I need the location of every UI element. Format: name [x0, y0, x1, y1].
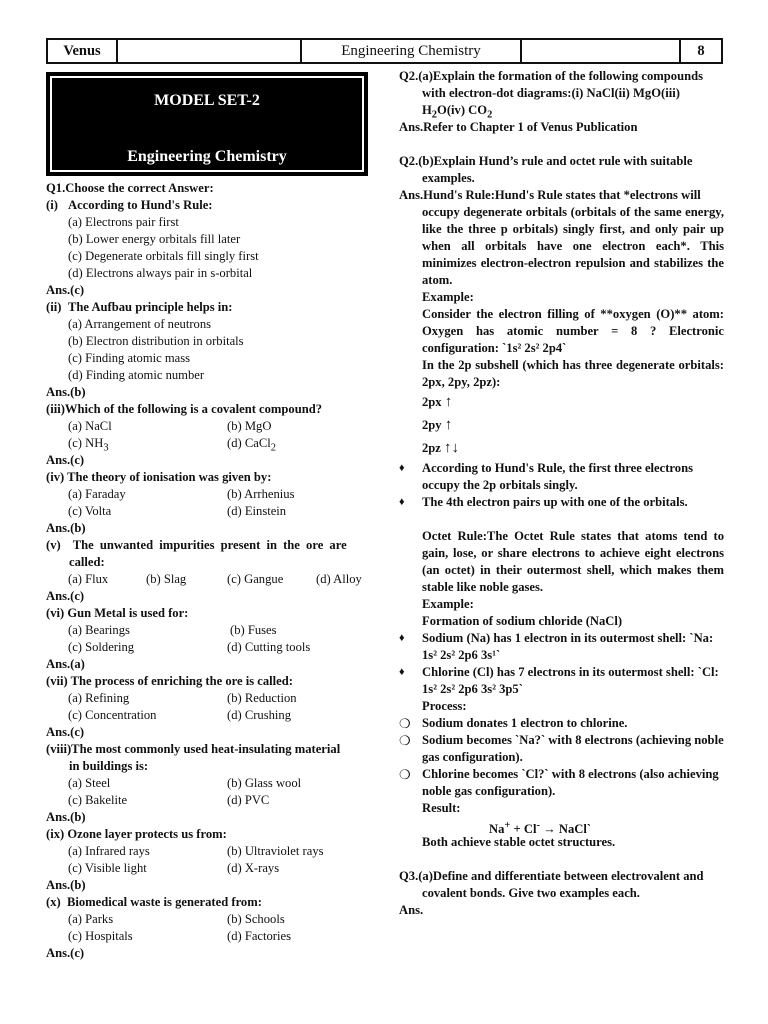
q1-x-answer: Ans.(c): [46, 946, 85, 960]
diamond-bullet-icon: ♦: [399, 462, 405, 474]
q1-iv-options-ab: (a) Faraday (b) Arrhenius: [68, 487, 295, 501]
q1-i-option-b: (b) Lower energy orbitals fill later: [68, 232, 241, 246]
q1-i-option-a: (a) Electrons pair first: [68, 215, 179, 229]
orbital-2pz: 2pz ↑↓: [422, 440, 460, 456]
q1-iii-question: (iii)Which of the following is a covalent compound?: [46, 402, 323, 416]
q1-vi-options-cd: (c) Soldering (d) Cutting tools: [68, 640, 311, 654]
octet-example-label: Example:: [422, 597, 474, 611]
octet-conclusion: Both achieve stable octet structures.: [422, 835, 616, 849]
process-step-3: ❍ Chlorine becomes `Cl?` with 8 electrons (also achieving noble gas configuration).: [399, 767, 719, 798]
circle-bullet-icon: ❍: [399, 716, 411, 731]
q3a-answer: Ans.: [399, 903, 424, 917]
process-step-2: ❍ Sodium becomes `Na?` with 8 electrons (achieving noble gas configuration).: [399, 733, 724, 764]
q2b-question-line1: Q2.(b)Explain Hund’s rule and octet rule with suitable: [399, 154, 693, 168]
q3a-question-line2: covalent bonds. Give two examples each.: [422, 886, 640, 900]
header-subject: Engineering Chemistry: [300, 40, 522, 62]
q1-ix-answer: Ans.(b): [46, 878, 86, 892]
banner-subtitle: Engineering Chemistry: [127, 148, 287, 165]
left-column: [46, 180, 368, 962]
octet-bullet-chlorine: ♦ Chlorine (Cl) has 7 electrons in its outermost shell: `Cl: 1s² 2s² 2p6 3s² 3p5`: [399, 665, 719, 696]
q1-vii-options-cd: (c) Concentration (d) Crushing: [68, 708, 292, 722]
orbital-2px: 2px ↑: [422, 394, 453, 410]
diamond-bullet-icon: ♦: [399, 496, 405, 508]
q1-ix-question: (ix) Ozone layer protects us from:: [46, 827, 227, 841]
hund-rule-heading: Ans.Hund's Rule:Hund's Rule states that *electrons will: [399, 188, 701, 202]
q1-ii-option-a: (a) Arrangement of neutrons: [68, 317, 212, 331]
circle-bullet-icon: ❍: [399, 767, 411, 782]
q1-x-options-ab: (a) Parks (b) Schools: [68, 912, 285, 926]
q1-ix-options-cd: (c) Visible light (d) X-rays: [68, 861, 280, 875]
diamond-bullet-icon: ♦: [399, 632, 405, 644]
q1-x-options-cd: (c) Hospitals (d) Factories: [68, 929, 291, 943]
q1-i-option-c: (c) Degenerate orbitals fill singly first: [68, 249, 259, 263]
q1-viii-question: (viii)The most commonly used heat-insulating material: [46, 742, 341, 756]
process-label: Process:: [422, 699, 467, 713]
q1-vii-answer: Ans.(c): [46, 725, 85, 739]
q1-viii-question-cont: in buildings is:: [69, 759, 149, 773]
header-publisher: Venus: [48, 40, 118, 62]
q1-i-question: (i) According to Hund's Rule:: [46, 198, 213, 212]
q1-vi-question: (vi) Gun Metal is used for:: [46, 606, 189, 620]
hund-example-label: Example:: [422, 290, 474, 304]
octet-rule-body: Octet Rule:The Octet Rule states that atoms tend to gain, lose, or share electrons to achieve eight electrons (an octet) in their outermost shell, which makes them stable like noble gases.: [422, 529, 724, 594]
circle-bullet-icon: ❍: [399, 733, 411, 748]
q1-ii-answer: Ans.(b): [46, 385, 86, 399]
q1-iii-answer: Ans.(c): [46, 453, 85, 467]
q1-iv-options-cd: (c) Volta (d) Einstein: [68, 504, 287, 518]
octet-bullet-sodium: ♦ Sodium (Na) has 1 electron in its outermost shell: `Na: 1s² 2s² 2p6 3s¹`: [399, 631, 714, 662]
hund-bullet-2: ♦ The 4th electron pairs up with one of the orbitals.: [399, 495, 688, 509]
p-subshell-note: In the 2p subshell (which has three degenerate orbitals: 2px, 2py, 2pz):: [422, 358, 724, 389]
q1-ii-question: (ii) The Aufbau principle helps in:: [46, 300, 233, 314]
q1-heading: Q1.Choose the correct Answer:: [46, 181, 214, 195]
q1-viii-options-ab: (a) Steel (b) Glass wool: [68, 776, 302, 790]
q1-ii-option-b: (b) Electron distribution in orbitals: [68, 334, 244, 348]
q1-x-question: (x) Biomedical waste is generated from:: [46, 895, 262, 909]
q2b-question-line2: examples.: [422, 171, 475, 185]
q1-iv-answer: Ans.(b): [46, 521, 86, 535]
nacl-equation: Na+ + Cl- → NaCl`: [489, 820, 592, 837]
banner-frame: [50, 76, 364, 172]
q1-i-option-d: (d) Electrons always pair in s-orbital: [68, 266, 253, 280]
q1-i-answer: Ans.(c): [46, 283, 85, 297]
q2a-answer: Ans.Refer to Chapter 1 of Venus Publication: [399, 120, 638, 134]
q1-iii-options-ab: (a) NaCl (b) MgO: [68, 419, 272, 433]
q1-v-question: (v) The unwanted impurities present in the ore are: [46, 538, 347, 552]
q2a-question-line1: Q2.(a)Explain the formation of the following compounds: [399, 69, 704, 83]
q1-ii-option-d: (d) Finding atomic number: [68, 368, 205, 382]
q2a-question-line2: with electron-dot diagrams:(i) NaCl(ii) MgO(iii): [422, 86, 680, 100]
q2a-question-line3: $H_2O(iv)$ $CO_2$: [422, 103, 493, 121]
diamond-bullet-icon: ♦: [399, 666, 405, 678]
result-label: Result:: [422, 801, 461, 815]
q1-vi-options-ab: (a) Bearings (b) Fuses: [68, 623, 277, 637]
q1-vii-question: (vii) The process of enriching the ore is called:: [46, 674, 293, 688]
q1-vii-options-ab: (a) Refining (b) Reduction: [68, 691, 297, 705]
q1-ii-option-c: (c) Finding atomic mass: [68, 351, 191, 365]
process-step-1: ❍ Sodium donates 1 electron to chlorine.: [399, 716, 628, 731]
header-page-number: 8: [679, 40, 721, 62]
q1-v-options: (a) Flux (b) Slag (c) Gangue (d) Alloy: [68, 572, 362, 586]
q1-viii-options-cd: (c) Bakelite (d) PVC: [68, 793, 270, 807]
right-column: [399, 68, 724, 919]
q1-iii-options-cd: (c) $NH_3$ (d) CaCl$_2$: [68, 436, 276, 454]
banner-title: MODEL SET-2: [154, 92, 260, 109]
oxygen-configuration: Consider the electron filling of **oxygen (O)** atom: Oxygen has atomic number = 8 ? Electronic configuration: `1s² 2s² 2p4`: [422, 307, 724, 355]
orbital-2py: 2py ↑: [422, 417, 453, 433]
title-banner: [46, 72, 368, 176]
hund-bullet-1: ♦ According to Hund's Rule, the first three electrons occupy the 2p orbitals singly.: [399, 461, 693, 492]
q1-v-answer: Ans.(c): [46, 589, 85, 603]
q1-vi-answer: Ans.(a): [46, 657, 85, 671]
q1-iv-question: (iv) The theory of ionisation was given by:: [46, 470, 272, 484]
q3a-question-line1: Q3.(a)Define and differentiate between electrovalent and: [399, 869, 704, 883]
hund-rule-body: occupy degenerate orbitals (orbitals of the same energy, like the three p orbitals) singly first, and only pair up when all orbitals have one electron each*. This minimizes electron-electron repulsion and stabilizes the atom.: [422, 205, 724, 287]
nacl-formation-label: Formation of sodium chloride (NaCl): [422, 614, 623, 628]
q1-v-question-cont: called:: [69, 555, 105, 569]
q1-ix-options-ab: (a) Infrared rays (b) Ultraviolet rays: [68, 844, 324, 858]
page-header: [46, 38, 723, 64]
q1-viii-answer: Ans.(b): [46, 810, 86, 824]
